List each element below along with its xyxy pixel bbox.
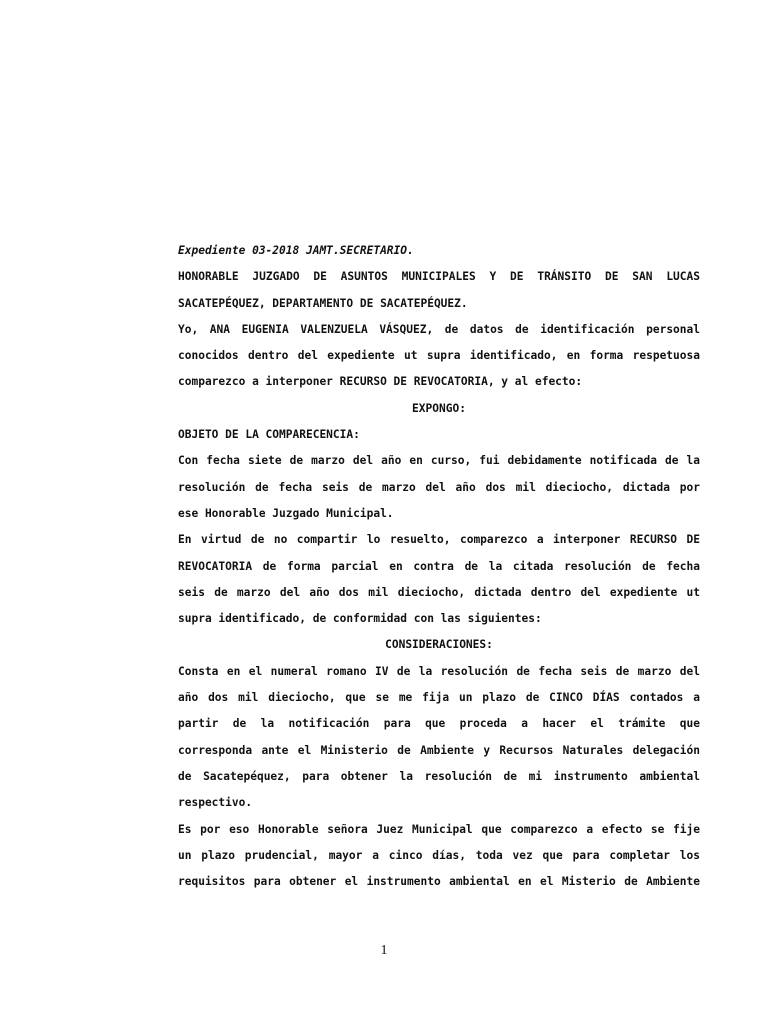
document-line: supra identificado, de conformidad con las siguientes:	[178, 612, 542, 626]
document-line: En virtud de no compartir lo resuelto, comparezco a interponer RECURSO DE	[178, 533, 700, 547]
document-line: Yo, ANA EUGENIA VALENZUELA VÁSQUEZ, de datos de identificación personal	[178, 322, 700, 336]
document-line: EXPONGO:	[412, 401, 466, 415]
document-line: SACATEPÉQUEZ, DEPARTAMENTO DE SACATEPÉQUEZ.	[178, 296, 468, 310]
document-line: conocidos dentro del expediente ut supra identificado, en forma respetuosa	[178, 349, 700, 363]
document-line: requisitos para obtener el instrumento ambiental en el Misterio de Ambiente	[178, 875, 700, 889]
document-line: REVOCATORIA de forma parcial en contra de la citada resolución de fecha	[178, 559, 700, 573]
document-line: OBJETO DE LA COMPARECENCIA:	[178, 428, 360, 442]
document-line: respectivo.	[178, 796, 253, 810]
document-line: un plazo prudencial, mayor a cinco días, toda vez que para completar los	[178, 848, 700, 862]
document-line: año dos mil dieciocho, que se me fija un plazo de CINCO DÍAS contados a	[178, 691, 700, 705]
document-line: comparezco a interponer RECURSO DE REVOCATORIA, y al efecto:	[178, 375, 583, 389]
document-body	[178, 238, 700, 895]
page-number: 1	[380, 943, 388, 958]
document-line: CONSIDERACIONES:	[385, 638, 493, 652]
document-line: Es por eso Honorable señora Juez Municipal que comparezco a efecto se fije	[178, 822, 700, 836]
document-line: partir de la notificación para que proceda a hacer el trámite que	[178, 717, 700, 731]
document-line: Consta en el numeral romano IV de la resolución de fecha seis de marzo del	[178, 664, 700, 678]
document-line: resolución de fecha seis de marzo del año dos mil dieciocho, dictada por	[178, 480, 700, 494]
document-line: corresponda ante el Ministerio de Ambiente y Recursos Naturales delegación	[178, 743, 700, 757]
document-line: HONORABLE JUZGADO DE ASUNTOS MUNICIPALES Y DE TRÁNSITO DE SAN LUCAS	[178, 270, 700, 284]
document-line: Con fecha siete de marzo del año en curso, fui debidamente notificada de la	[178, 454, 700, 468]
document-line: de Sacatepéquez, para obtener la resolución de mi instrumento ambiental	[178, 769, 700, 783]
document-line: ese Honorable Juzgado Municipal.	[178, 506, 394, 520]
document-line: Expediente 03-2018 JAMT.SECRETARIO.	[178, 244, 414, 257]
document-line: seis de marzo del año dos mil dieciocho, dictada dentro del expediente ut	[178, 585, 700, 599]
